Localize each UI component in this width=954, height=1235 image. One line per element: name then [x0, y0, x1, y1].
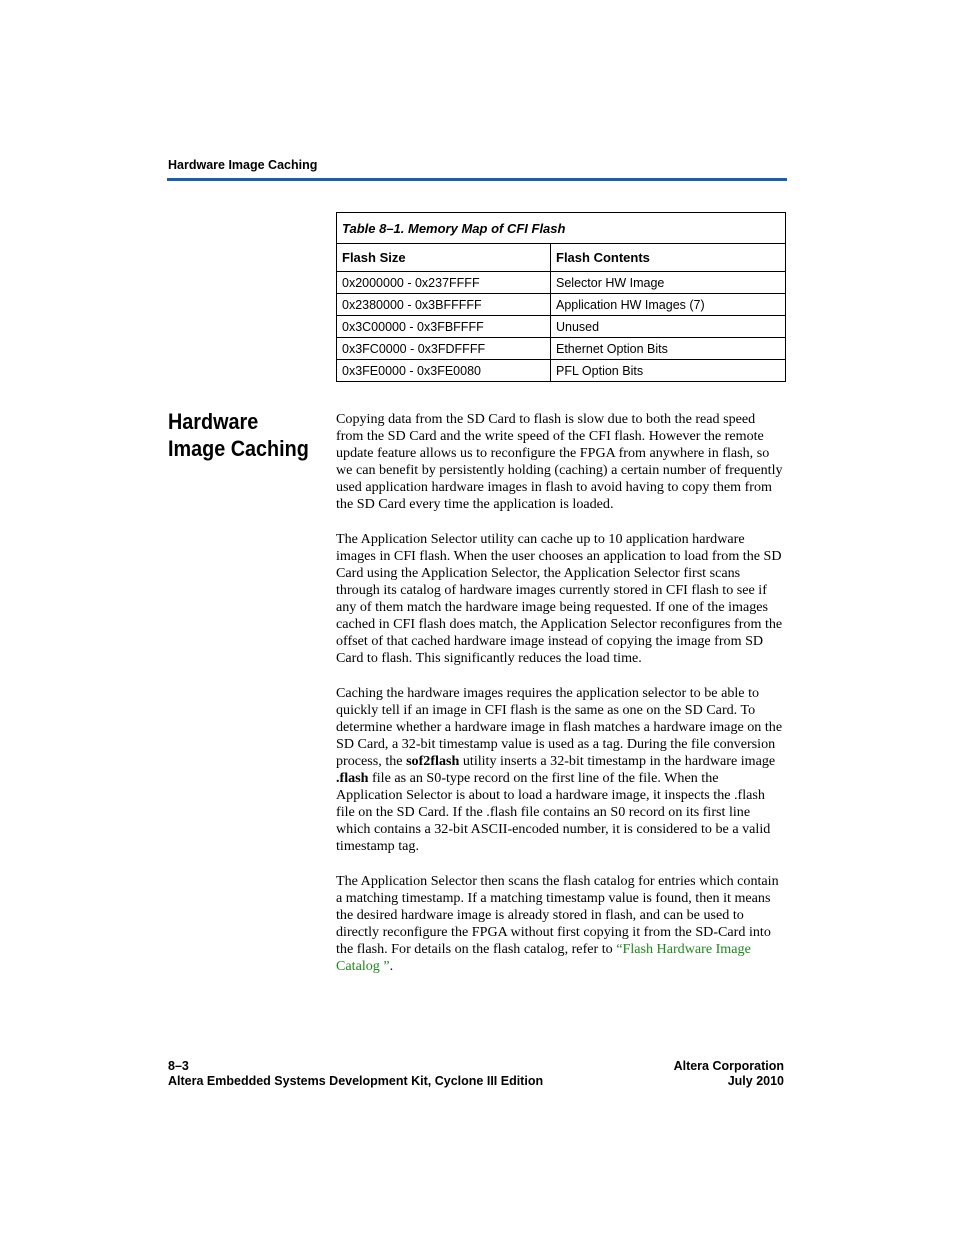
header-rule — [167, 178, 787, 181]
column-header-flash-contents: Flash Contents — [551, 244, 786, 272]
paragraph-4 — [336, 873, 786, 976]
page-number: 8–3 — [168, 1059, 189, 1073]
paragraph-3-text-a: Caching the hardware images requires the application selector to be able to quickly tell if an image in CFI flash is the same as one on the SD Card. To determine whether a hardware image in flash matches a hardware image on the SD Card, a 32-bit timestamp value is used as a tag. During the file conversion process, the — [336, 684, 783, 769]
section-title: Hardware Image Caching — [168, 409, 309, 461]
table-cell: 0x3FC0000 - 0x3FDFFFF — [337, 338, 551, 360]
footer-doc-title: Altera Embedded Systems Development Kit, Cyclone III Edition — [168, 1074, 544, 1088]
table-row — [337, 360, 786, 382]
table-cell: 0x3FE0000 - 0x3FE0080 — [337, 360, 551, 382]
memory-map-table — [336, 212, 786, 382]
table-cell: Selector HW Image — [551, 272, 786, 294]
paragraph-2: The Application Selector utility can cache up to 10 application hardware images in CFI flash. When the user chooses an application to load from the SD Card using the Application Selector, the Application Selector first scans through its catalog of hardware images currently stored in CFI flash to see if any of them match the hardware image being requested. If one of the images cached in CFI flash does match, the Application Selector reconfigures from the offset of that cached hardware image instead of copying the image from SD Card to flash. This significantly reduces the load time. — [336, 530, 783, 667]
table-caption: Table 8–1. Memory Map of CFI Flash — [337, 213, 786, 244]
table-cell: Application HW Images (7) — [551, 294, 786, 316]
footer-company: Altera Corporation — [673, 1059, 784, 1073]
paragraph-3-text-b: utility inserts a 32-bit timestamp in the hardware image — [459, 752, 776, 769]
footer-date: July 2010 — [727, 1074, 784, 1088]
flash-extension-term: .flash — [336, 769, 369, 786]
table-cell: PFL Option Bits — [551, 360, 786, 382]
table-row — [337, 338, 786, 360]
page-footer — [168, 1059, 784, 1089]
table-cell: Unused — [551, 316, 786, 338]
paragraph-1: Copying data from the SD Card to flash is slow due to both the read speed from the SD Card and the write speed of the CFI flash. However the remote update feature allows us to reconfigure the FPGA from anywhere in flash, so we can benefit by persistently holding (caching) a certain number of frequently used application hardware images in flash to avoid having to copy them from the SD Card every time the application is loaded. — [336, 411, 783, 513]
table-cell: 0x2000000 - 0x237FFFF — [337, 272, 551, 294]
running-head: Hardware Image Caching — [168, 158, 318, 172]
paragraph-4-text-b: . — [389, 958, 394, 974]
sof2flash-term: sof2flash — [406, 752, 460, 769]
table-cell: 0x2380000 - 0x3BFFFFF — [337, 294, 551, 316]
flash-catalog-link[interactable]: “Flash Hardware Image Catalog ” — [336, 940, 751, 974]
table-row — [337, 272, 786, 294]
paragraph-3 — [336, 685, 786, 856]
paragraph-3-text-c: file as an S0-type record on the first line of the file. When the Application Selector is about to load a hardware image, it inspects the .flash file on the SD Card. If the .flash file contains an S0 record on its first line which contains a 32-bit ASCII-encoded number, it is considered to be a valid timestamp tag. — [336, 769, 771, 855]
section-body — [336, 411, 786, 992]
paragraph-4-text-a: The Application Selector then scans the flash catalog for entries which contain a matching timestamp. If a matching timestamp value is found, then it means the desired hardware image is already stored in flash, and can be used to directly reconfigure the FPGA without first copying it from the SD-Card into the flash. For details on the flash catalog, refer to — [336, 872, 779, 957]
column-header-flash-size: Flash Size — [337, 244, 551, 272]
table-cell: Ethernet Option Bits — [551, 338, 786, 360]
table-row — [337, 316, 786, 338]
table-row — [337, 294, 786, 316]
table-cell: 0x3C00000 - 0x3FBFFFF — [337, 316, 551, 338]
